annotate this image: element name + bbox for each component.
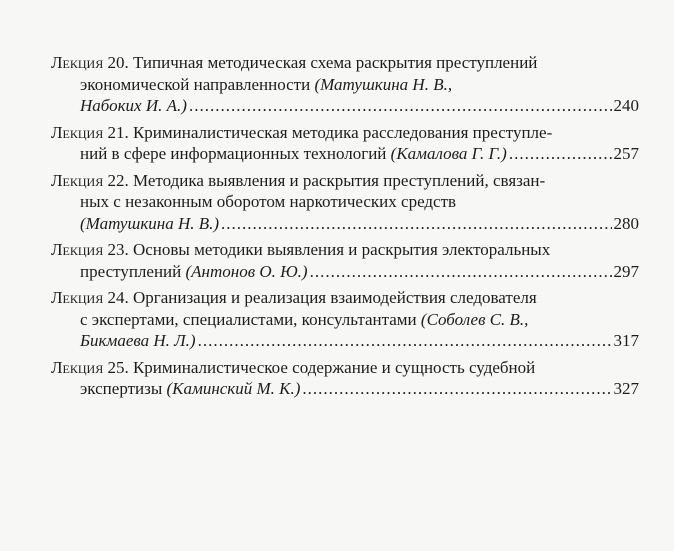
toc-line [51, 287, 639, 309]
dot-leader [221, 213, 611, 235]
entry-title-line: Организация и реализация взаимодействия следователя [132, 288, 537, 307]
entry-authors: (Соболев С. В., [420, 309, 529, 329]
lecture-number: Лекция 20. [51, 53, 129, 72]
dot-leader [189, 95, 612, 117]
entry-title-line: Основы методики выявления и раскрытия электоральных [132, 240, 551, 259]
toc-line [51, 213, 639, 235]
toc-line [51, 261, 639, 283]
entry-authors: (Каминский М. К.) [166, 379, 301, 398]
toc-line [51, 309, 639, 331]
toc-line [51, 330, 639, 352]
dot-leader [310, 261, 612, 283]
page-number: 327 [613, 379, 639, 398]
toc-line [51, 378, 639, 400]
toc-line [51, 357, 639, 379]
entry-title-line: с экспертами, специалистами, консультантами [80, 309, 417, 329]
page-number: 297 [613, 261, 639, 281]
entry-authors: Набоких И. А.) [80, 96, 187, 115]
entry-authors: (Камалова Г. Г.) [390, 144, 507, 163]
toc-entry-lecture-25[interactable] [51, 357, 639, 400]
lecture-number: Лекция 23. [51, 240, 129, 259]
entry-authors: (Матушкина Н. В.) [80, 213, 220, 233]
toc-line [51, 95, 639, 117]
toc-entry-lecture-24[interactable] [51, 287, 639, 352]
entry-title-line: преступлений [80, 261, 182, 281]
toc-entry-lecture-20[interactable] [51, 52, 639, 117]
toc-entry-lecture-23[interactable] [51, 239, 639, 282]
entry-title-line: экономической направленности [80, 74, 311, 94]
entry-authors: Бикмаева Н. Л.) [80, 331, 196, 350]
lecture-number: Лекция 22. [51, 170, 129, 190]
dot-leader [509, 143, 612, 165]
page-number: 257 [613, 144, 639, 163]
toc-line [51, 122, 639, 144]
entry-title-line: ных с незаконным оборотом наркотических средств [80, 192, 457, 211]
toc-line [51, 74, 639, 96]
entry-authors: (Матушкина Н. В., [314, 74, 453, 94]
toc-line [51, 191, 639, 213]
entry-title-line: Методика выявления и раскрытия преступлений, связан- [132, 170, 546, 190]
page-number: 240 [613, 96, 639, 115]
entry-title-line: экспертизы [80, 379, 163, 398]
entry-title-line: ний в сфере информационных технологий [80, 144, 387, 163]
dot-leader [302, 378, 611, 400]
entry-authors: (Антонов О. Ю.) [185, 261, 308, 281]
entry-title-line: Типичная методическая схема раскрытия преступлений [132, 53, 538, 72]
toc-entry-lecture-22[interactable] [51, 170, 639, 235]
entry-title-line: Криминалистическая методика расследования преступле- [132, 122, 553, 142]
table-of-contents [51, 52, 639, 405]
entry-title-line: Криминалистическое содержание и сущность судебной [132, 357, 536, 377]
page-number: 280 [613, 213, 639, 233]
dot-leader [198, 330, 612, 352]
lecture-number: Лекция 24. [51, 288, 129, 307]
toc-line [51, 143, 639, 165]
toc-line [51, 52, 639, 74]
toc-entry-lecture-21[interactable] [51, 122, 639, 165]
page-number: 317 [613, 331, 639, 350]
lecture-number: Лекция 25. [51, 357, 129, 377]
toc-line [51, 170, 639, 192]
lecture-number: Лекция 21. [51, 122, 129, 142]
toc-line [51, 239, 639, 261]
